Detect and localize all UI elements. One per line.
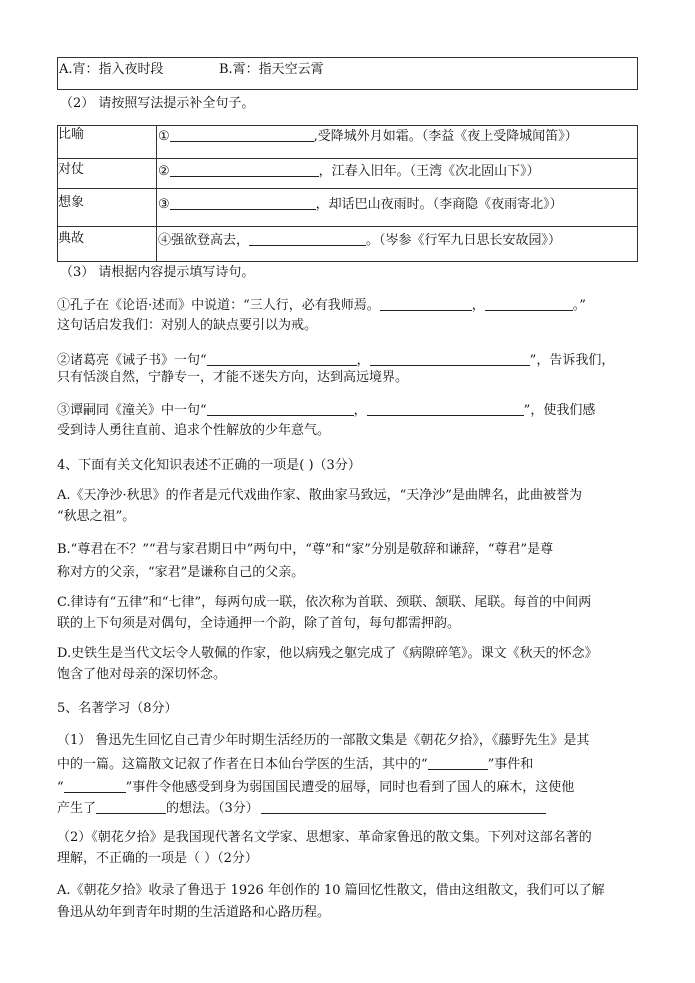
q5-p1-line1: （1） 鲁迅先生回忆自己青少年时期生活经历的一部散文集是《朝花夕拾》，《藤野先生》是其	[57, 733, 590, 748]
blank-field[interactable]	[207, 402, 354, 416]
q4-option-c-line2: 联的上下句须是对偶句，全诗通押一个韵，除了首句，每句都需押韵。	[57, 616, 461, 631]
q4-option-d: D.史铁生是当代文坛令人敬佩的作家，他以病残之躯完成了《病隙碎笔》。课文《秋天的怀念》	[57, 646, 598, 661]
q4-option-b: B.“尊君在不？”“君与家君期日中”两句中，“尊”和“家”分别是敬辞和谦辞，“尊君”是尊	[57, 542, 554, 557]
q4-option-b-line2: 称对方的父亲，“家君”是谦称自己的父亲。	[57, 565, 305, 580]
q3-item-1: ①孔子在《论语·述而》中说道：“三人行，必有我师焉。 ， 。”	[57, 298, 586, 313]
blank-field[interactable]	[261, 800, 546, 814]
row-content: ③ ，却话巴山夜雨时。（李商隐《夜雨寄北》）	[158, 197, 563, 212]
q4-option-a-line2: “秋思之祖”。	[57, 509, 136, 524]
row-content: ② ，江春入旧年。（王湾《次北固山下》）	[158, 164, 540, 179]
q5-p1-line4: 产生了 的想法。（3分）	[57, 800, 546, 815]
row-type: 对仗	[58, 162, 85, 177]
blank-field[interactable]	[249, 232, 366, 246]
blank-field[interactable]	[380, 297, 472, 311]
blank-field[interactable]	[64, 779, 126, 793]
q3-item-3: ③谭嗣同《潼关》中一句“ ， ”，使我们感	[57, 403, 596, 418]
q5-heading: 5、名著学习（8分）	[57, 701, 178, 716]
blank-field[interactable]	[96, 800, 166, 814]
q3-item-3-line2: 受到诗人勇往直前、追求个性解放的少年意气。	[57, 423, 331, 438]
q5-p1-line2: 中的一篇。这篇散文记叙了作者在日本仙台学医的生活，其中的“ ”事件和	[57, 757, 534, 772]
q4-option-c: C.律诗有“五律”和“七律”，每两句成一联，依次称为首联、颈联、颔联、尾联。每首的中间两	[57, 595, 592, 610]
q3-item-2-line2: 只有恬淡自然，宁静专一，才能不迷失方向，达到高远境界。	[57, 370, 409, 385]
q2-heading: （2） 请按照写法提示补全句子。	[60, 96, 255, 111]
q4-heading: 4、下面有关文化知识表述不正确的一项是( )（3分）	[57, 458, 361, 473]
blank-field[interactable]	[428, 756, 488, 770]
q5-option-a-line2: 鲁迅从幼年到青年时期的生活道路和心路历程。	[57, 905, 331, 920]
blank-field[interactable]	[367, 402, 524, 416]
q5-p2-line1: （2）《朝花夕拾》是我国现代著名文学家、思想家、革命家鲁迅的散文集。下列对这部名著的	[57, 830, 592, 845]
q5-p2-line2: 理解，不正确的一项是（ ）（2分）	[57, 851, 258, 866]
blank-field[interactable]	[170, 128, 314, 142]
q4-option-d-line2: 饱含了他对母亲的深切怀念。	[57, 667, 227, 682]
q3-item-2: ②诸葛亮《诫子书》一句“ ， ”，告诉我们，	[57, 353, 615, 368]
q3-item-1-line2: 这句话启发我们：对别人的缺点要引以为戒。	[57, 318, 318, 333]
blank-field[interactable]	[170, 163, 319, 177]
blank-field[interactable]	[485, 297, 573, 311]
q3-heading: （3） 请根据内容提示填写诗句。	[60, 265, 255, 280]
q5-p1-line3: “ ”事件令他感受到身为弱国国民遭受的屈辱，同时也看到了国人的麻木，这使他	[57, 780, 575, 795]
q5-option-a: A.《朝花夕拾》收录了鲁迅于 1926 年创作的 10 篇回忆性散文，借由这组散文，我们可以了解	[57, 883, 605, 898]
blank-field[interactable]	[170, 196, 316, 210]
blank-field[interactable]	[207, 352, 357, 366]
row-type: 比喻	[58, 127, 85, 142]
row-type: 想象	[58, 195, 85, 210]
row-content: ④强欲登高去， 。（岑参《行军九日思长安故园》）	[158, 233, 562, 248]
row-content: ① ,受降城外月如霜。（李益《夜上受降城闻笛》）	[158, 129, 578, 144]
blank-field[interactable]	[370, 352, 530, 366]
row-type: 典故	[58, 231, 85, 246]
q4-option-a: A.《天净沙·秋思》的作者是元代戏曲作家、散曲家马致远，“天净沙”是曲牌名，此曲被誉为	[57, 488, 582, 503]
option-b: B.霄：指天空云霄	[219, 62, 324, 77]
option-a: A.宵：指入夜时段	[59, 62, 164, 77]
